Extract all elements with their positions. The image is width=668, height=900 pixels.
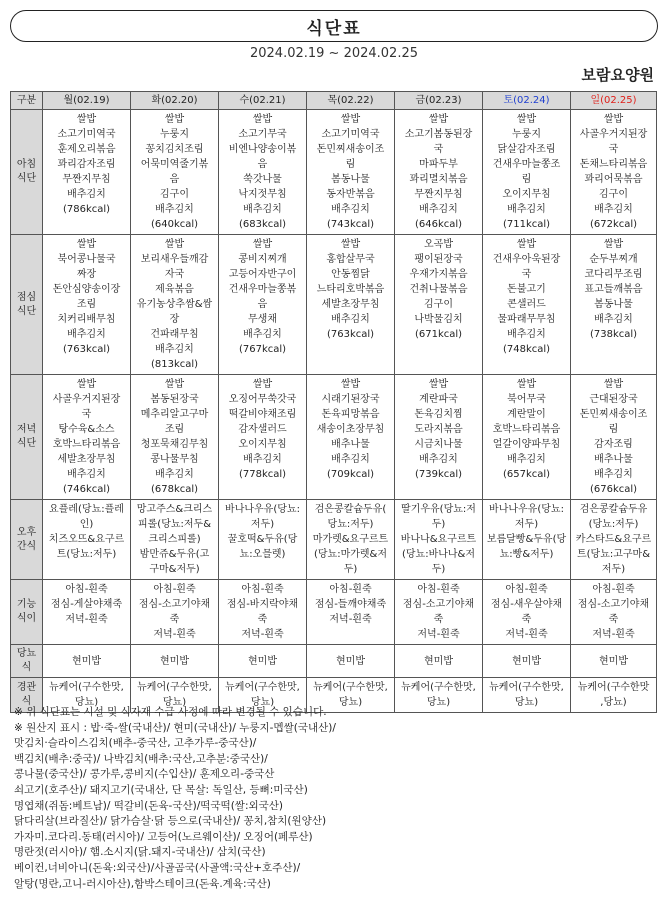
breakfast-row [11,110,657,235]
menu-cell: 뉴케어(구수한맛 ,당뇨) [571,678,657,713]
menu-cell: 현미밥 [395,645,483,678]
menu-cell: 쌀밥 계란파국 돈육김치찜 도라지볶음 시금치나물 배추김치 (739kcal) [395,375,483,500]
header-row [11,92,657,110]
menu-table [10,91,657,713]
menu-cell: 쌀밥 소고기미역국 돈민찌새송이조 림 봄동나물 동자반볶음 배추김치 (743kcal) [307,110,395,235]
menu-cell: 아침-흰죽 점심-소고기야채 죽 저녁-흰죽 [571,580,657,645]
row-header: 당뇨 식 [11,645,43,678]
menu-cell: 현미밥 [483,645,571,678]
menu-cell: 뉴케어(구수한맛, 당뇨) [219,678,307,713]
menu-cell: 쌀밥 시래기된장국 돈육피망볶음 새송이초장무침 배추나물 배추김치 (709kcal) [307,375,395,500]
menu-cell: 쌀밥 북어콩나물국 짜장 돈안심양송이장 조림 치커리배무침 배추김치 (763kcal) [43,235,131,375]
note-line: 명엽채(쥐돔:베트남)/ 떡갈비(돈육-국산)/떡국떡(쌀:외국산) [14,799,284,812]
row-header: 아침 식단 [11,110,43,235]
column-header: 화(02.20) [131,92,219,110]
menu-cell: 쌀밥 사골우거지된장 국 돈채느타리볶음 꽈리어묵볶음 김구이 배추김치 (672kcal) [571,110,657,235]
menu-cell: 뉴케어(구수한맛, 당뇨) [131,678,219,713]
menu-cell: 딸기우유(당뇨:저 두) 바나나&요구르트 (당뇨:바나나&저 두) [395,500,483,580]
menu-cell: 검은콩칼슘두유( 당뇨:저두) 마가렛&요구르트 (당뇨:마가렛&저 두) [307,500,395,580]
snack-row [11,500,657,580]
menu-cell: 쌀밥 사골우거지된장 국 탕수육&소스 호박느타리볶음 세발초장무침 배추김치 (746kcal) [43,375,131,500]
menu-cell: 뉴케어(구수한맛, 당뇨) [395,678,483,713]
menu-cell: 현미밥 [307,645,395,678]
notes-section [14,705,654,892]
menu-cell: 뉴케어(구수한맛, 당뇨) [483,678,571,713]
note-line: ※ 위 식단표는 시설 및 식자재 수급 사정에 따라 변경될 수 있습니다. [14,706,327,718]
dinner-row [11,375,657,500]
row-header: 기능 식이 [11,580,43,645]
note-line: 알탕(명란,고니-러시아산),함박스테이크(돈육.계육:국산) [14,877,271,890]
row-header: 저녁 식단 [11,375,43,500]
menu-cell: 아침-흰죽 점심-새우살야채 죽 저녁-흰죽 [483,580,571,645]
menu-cell: 쌀밥 건새우아욱된장 국 돈불고기 콘샐러드 물파래무무침 배추김치 (748kcal) [483,235,571,375]
menu-cell: 아침-흰죽 점심-소고기야채 죽 저녁-흰죽 [131,580,219,645]
menu-cell: 쌀밥 콩비지찌개 고등어자반구이 건새우마늘쫑볶 음 무생채 배추김치 (767kcal) [219,235,307,375]
row-header: 점심 식단 [11,235,43,375]
menu-cell: 아침-흰죽 점심-바지락야채 죽 저녁-흰죽 [219,580,307,645]
menu-cell: 현미밥 [571,645,657,678]
column-header-sunday: 일(02.25) [571,92,657,110]
menu-cell: 검은콩칼슘두유 (당뇨:저두) 카스타드&요구르 트(당뇨:고구마& 저두) [571,500,657,580]
note-line: 베이컨,너비아니(돈육:외국산)/사골곰국(사골액:국산+호주산)/ [14,861,301,874]
title-text: 식단표 [306,18,362,39]
note-line: 가자미.코다리.동태(러시아)/ 고등어(노르웨이산)/ 오징어(페루산) [14,830,313,843]
menu-cell: 아침-흰죽 점심-게살야채죽 저녁-흰죽 [43,580,131,645]
column-header: 구분 [11,92,43,110]
menu-cell: 뉴케어(구수한맛, 당뇨) [307,678,395,713]
menu-cell: 쌀밥 근대된장국 돈민찌새송이조 림 감자조림 배추나물 배추김치 (676kcal) [571,375,657,500]
note-line: 맛김치·슬라이스김치(배추-중국산, 고추가루-중국산)/ [14,737,257,750]
row-header: 경관 식 [11,678,43,713]
menu-cell: 쌀밥 소고기무국 비엔나양송이볶 음 쑥갓나물 낙지젓무침 배추김치 (683kcal) [219,110,307,235]
column-header: 금(02.23) [395,92,483,110]
menu-cell: 쌀밥 보리새우들깨감 자국 제육볶음 유기농상추쌈&쌈 장 건파래무침 배추김치 (813kcal) [131,235,219,375]
menu-cell: 바나나우유(당뇨: 저두) 꿀호떡&두유(당 뇨:오믈렛) [219,500,307,580]
menu-cell: 망고주스&크리스 피롤(당뇨:저두& 크리스피롤) 밤만쥬&두유(고 구마&저두) [131,500,219,580]
organization-name: 보람요양원 [581,66,654,84]
note-line: 백김치(배추:중국)/ 나박김치(배추:국산,고추분:중국산)/ [14,752,268,765]
menu-cell: 쌀밥 누룽지 닭살감자조림 건새우마늘쫑조 림 오이지무침 배추김치 (711kcal) [483,110,571,235]
note-line: ※ 원산지 표시 : 밥·죽-쌀(국내산)/ 현미(국내산)/ 누룽지-멥쌀(국내산)/ [14,721,336,734]
date-range: 2024.02.19 ~ 2024.02.25 [249,46,419,61]
menu-cell: 쌀밥 북어무국 계란말이 호박느타리볶음 얼갈이양파무침 배추김치 (657kcal) [483,375,571,500]
lunch-row [11,235,657,375]
menu-cell: 아침-흰죽 점심-소고기야채 죽 저녁-흰죽 [395,580,483,645]
note-line: 쇠고기(호주산)/ 돼지고기(국내산, 단 목살: 독일산, 등뼈:미국산) [14,783,308,796]
menu-cell: 쌀밥 순두부찌개 코다리무조림 표고들깨볶음 봄동나물 배추김치 (738kcal) [571,235,657,375]
column-header: 목(02.22) [307,92,395,110]
menu-cell: 쌀밥 누룽지 꽁치김치조림 어묵미역줄기볶 음 김구이 배추김치 (640kcal) [131,110,219,235]
column-header-saturday: 토(02.24) [483,92,571,110]
note-line: 닭다리살(브라질산)/ 닭가슴살·닭 등으로(국내산)/ 꽁치,참치(원양산) [14,815,327,828]
menu-cell: 바나나우유(당뇨: 저두) 보름달빵&두유(당 뇨:빵&저두) [483,500,571,580]
menu-cell: 쌀밥 소고기봄동된장 국 마파두부 꽈리멸치볶음 무짠지무침 배추김치 (646kcal) [395,110,483,235]
menu-cell: 오곡밥 팽이된장국 우재가지볶음 건취나물볶음 김구이 나박물김치 (671kcal) [395,235,483,375]
menu-cell: 쌀밥 소고기미역국 훈제오리볶음 꽈리감자조림 무짠지무침 배추김치 (786kcal) [43,110,131,235]
menu-cell: 현미밥 [43,645,131,678]
row-header: 오후 간식 [11,500,43,580]
menu-cell: 쌀밥 오징어무쑥갓국 떡갈비야채조림 감자샐러드 오이지무침 배추김치 (778kcal) [219,375,307,500]
column-header: 수(02.21) [219,92,307,110]
menu-cell: 아침-흰죽 점심-들깨야채죽 저녁-흰죽 [307,580,395,645]
menu-cell: 쌀밥 봄동된장국 메추리알고구마 조림 청포묵채김무침 콩나물무침 배추김치 (678kcal) [131,375,219,500]
menu-cell: 현미밥 [219,645,307,678]
note-line: 명란젓(러시아)/ 햄.소시지(닭.돼지-국내산)/ 삼치(국산) [14,846,266,859]
menu-cell: 뉴케어(구수한맛, 당뇨) [43,678,131,713]
diabetic-row [11,645,657,678]
special-diet-row [11,580,657,645]
column-header: 월(02.19) [43,92,131,110]
menu-cell: 쌀밥 홍합살무국 안동찜닭 느타리호박볶음 세발초장무침 배추김치 (763kcal) [307,235,395,375]
menu-cell: 현미밥 [131,645,219,678]
page-title [10,10,658,42]
note-line: 콩나물(중국산)/ 콩가루,콩비지(수입산)/ 훈제오리-중국산 [14,768,275,781]
menu-cell: 요플레(당뇨:플레 인) 치즈오뜨&요구르 트(당뇨:저두) [43,500,131,580]
